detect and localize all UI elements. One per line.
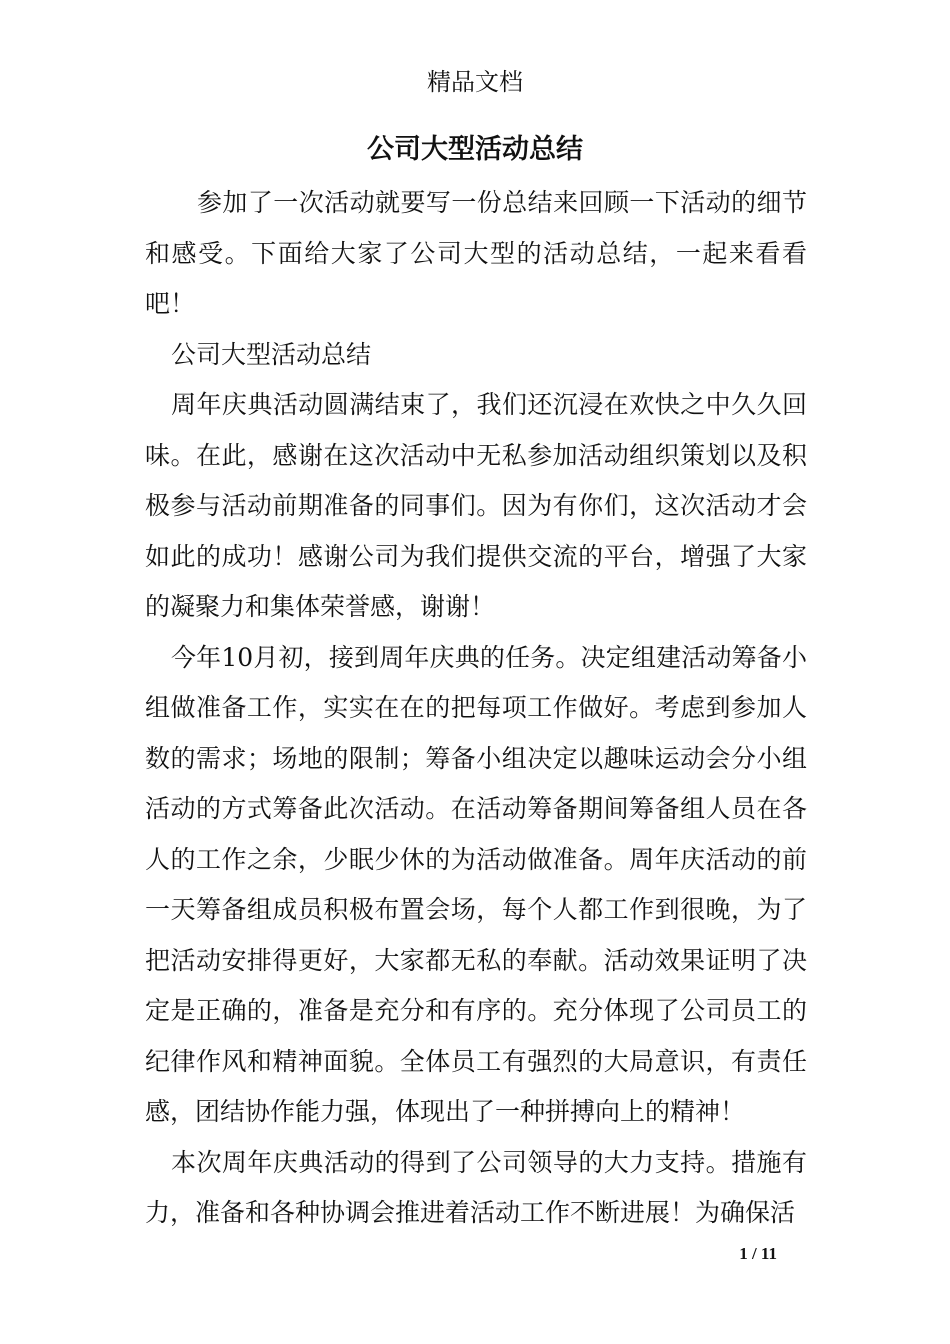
body-paragraph: 今年10月初，接到周年庆典的任务。决定组建活动筹备小组做准备工作，实实在在的把每项工作做好。考虑到参加人数的需求；场地的限制；筹备小组决定以趣味运动会分小组活动的方式筹备此次活动。在活动筹备期间筹备组人员在各人的工作之余，少眠少休的为活动做准备。周年庆活动的前一天筹备组成员积极布置会场，每个人都工作到很晚，为了把活动安排得更好，大家都无私的奉献。活动效果证明了决定是正确的，准备是充分和有序的。充分体现了公司员工的纪律作风和精神面貌。全体员工有强烈的大局意识，有责任感，团结协作能力强，体现出了一种拼搏向上的精神！ [145, 642, 807, 1126]
header-note: 精品文档 [427, 68, 523, 96]
intro-paragraph: 参加了一次活动就要写一份总结来回顾一下活动的细节和感受。下面给大家了公司大型的活动总结，一起来看看吧！ [145, 188, 807, 318]
body-paragraph: 本次周年庆典活动的得到了公司领导的大力支持。措施有力，准备和各种协调会推进着活动工作不断进展！为确保活 [145, 1147, 807, 1227]
document-title: 公司大型活动总结 [367, 134, 583, 165]
page-number: 1 / 11 [739, 1244, 777, 1263]
body-paragraph: 周年庆典活动圆满结束了，我们还沉浸在欢快之中久久回味。在此，感谢在这次活动中无私参加活动组织策划以及积极参与活动前期准备的同事们。因为有你们，这次活动才会如此的成功！感谢公司为我们提供交流的平台，增强了大家的凝聚力和集体荣誉感，谢谢！ [145, 390, 807, 621]
section-heading: 公司大型活动总结 [171, 339, 372, 369]
document-body [145, 178, 807, 1239]
